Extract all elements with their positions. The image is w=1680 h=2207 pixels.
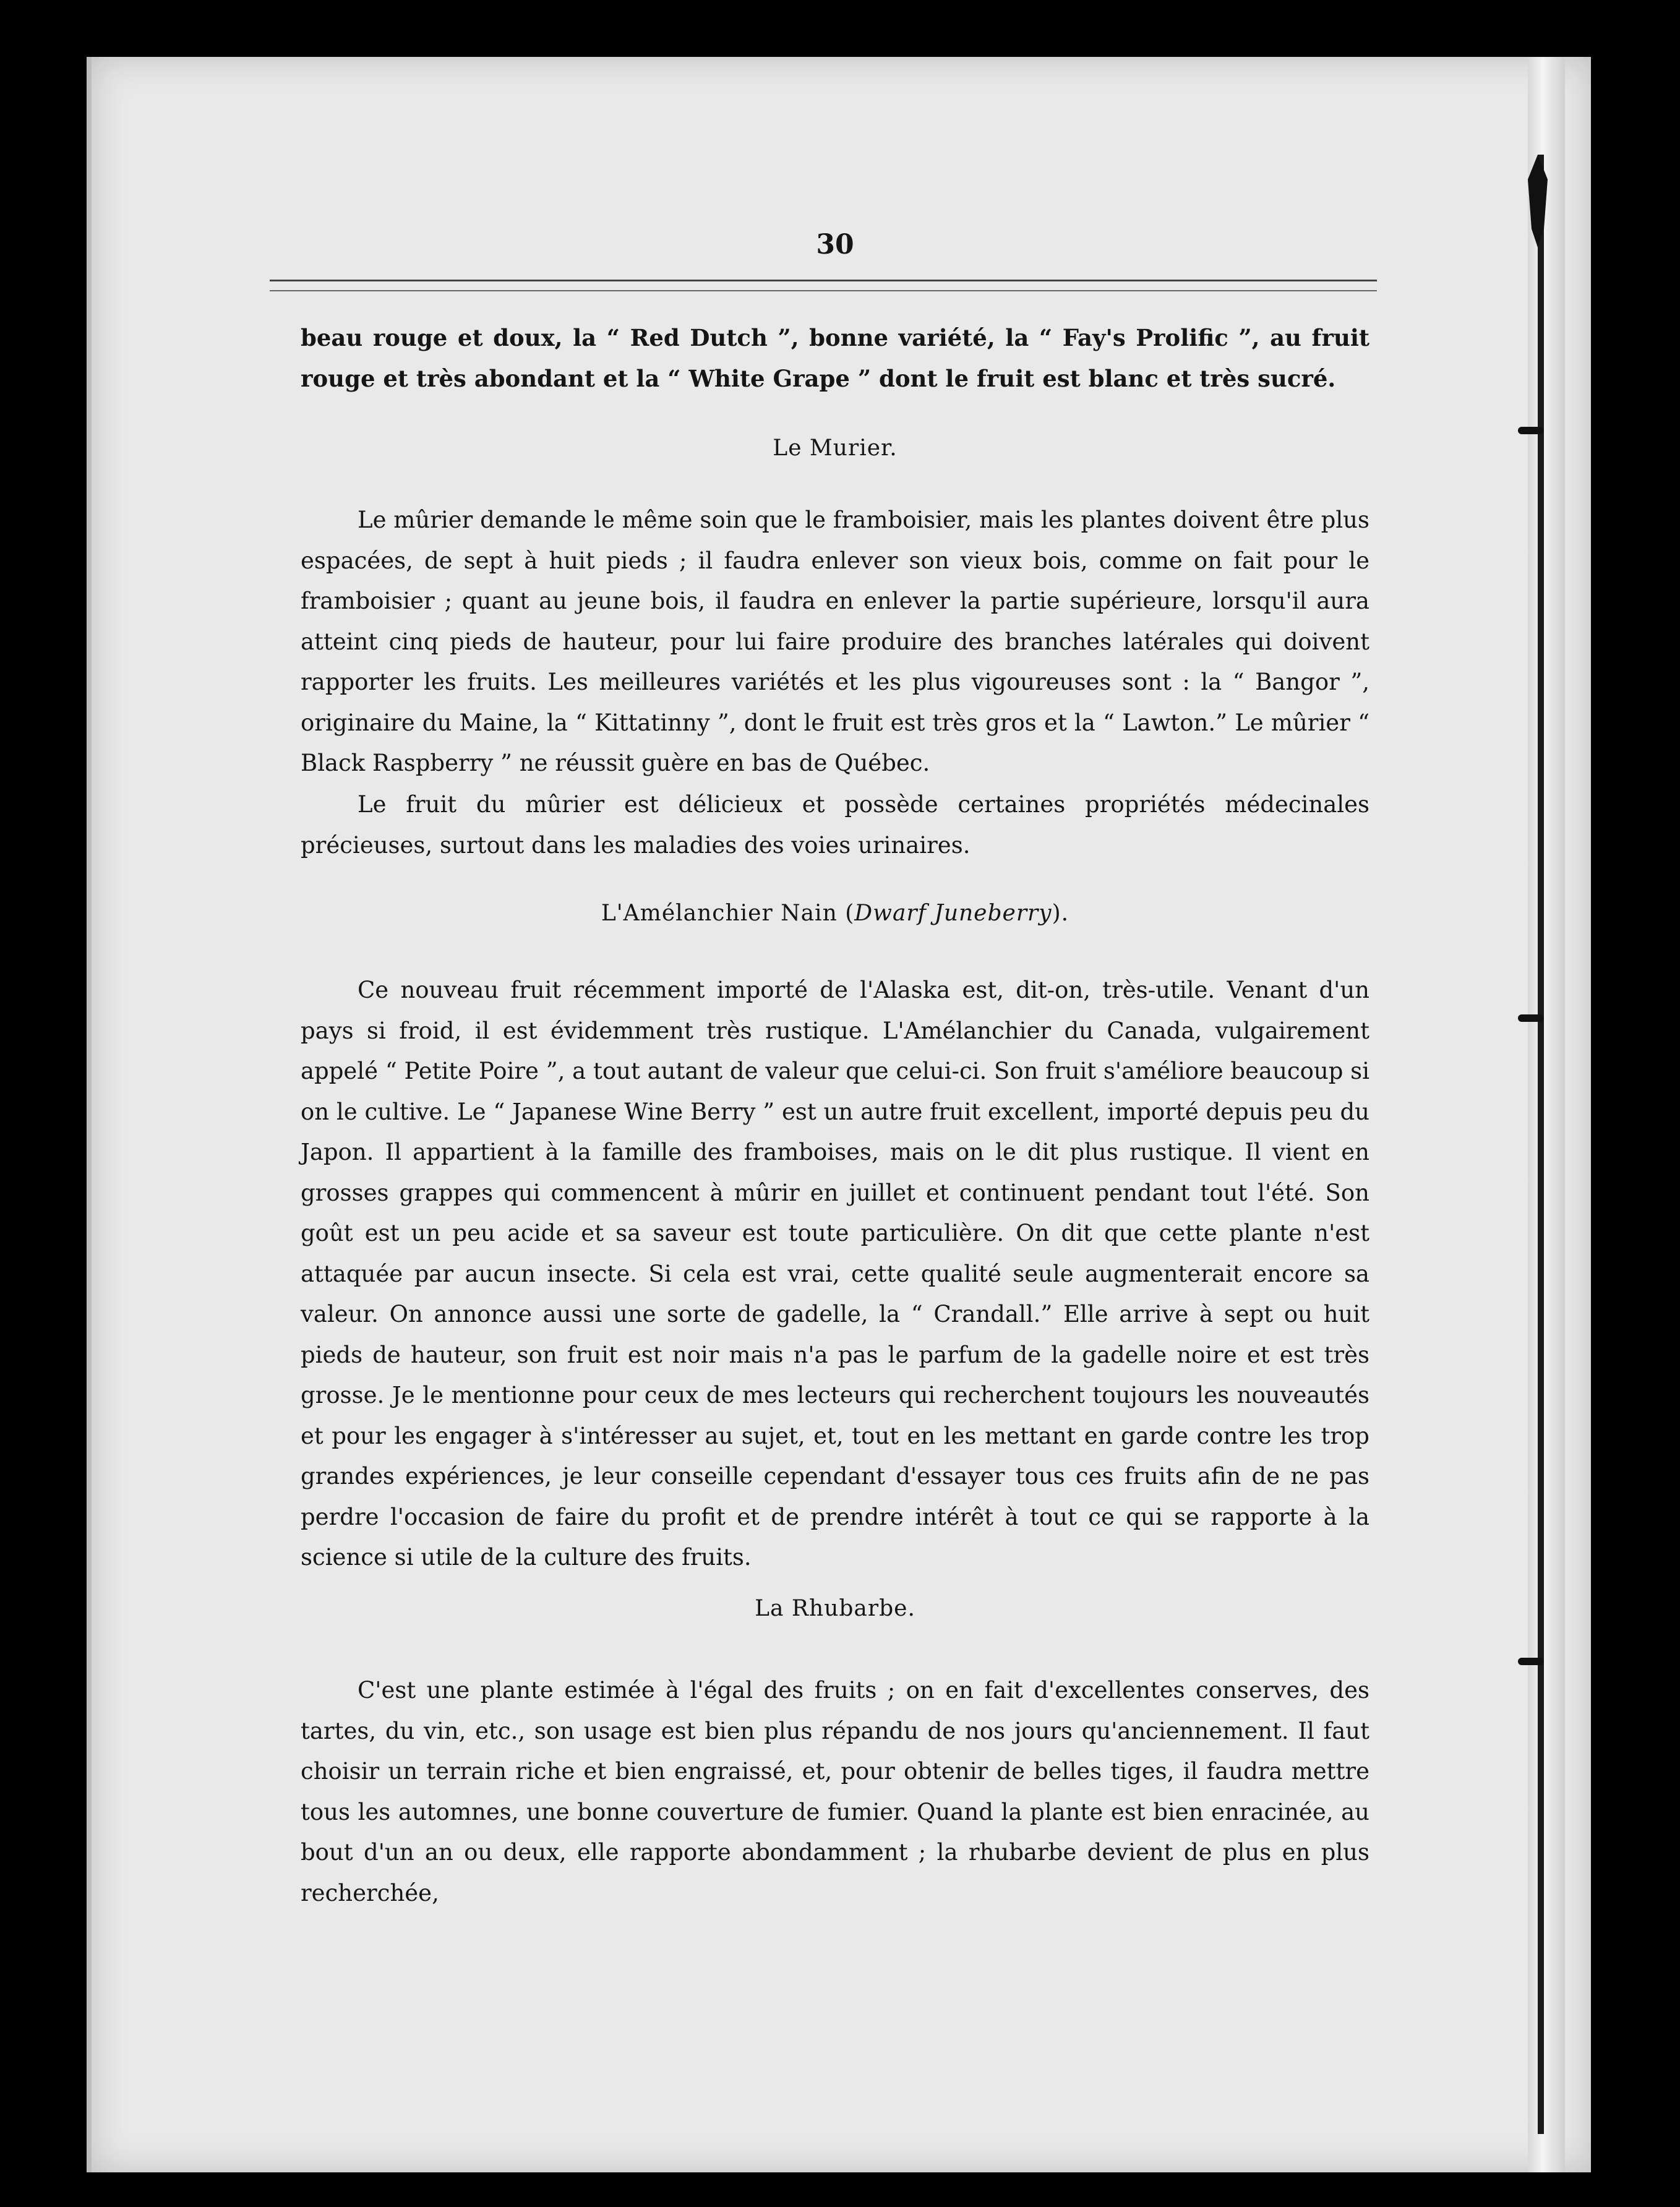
- binding-clip-mark: [1518, 427, 1544, 434]
- right-margin-strip: [1528, 57, 1565, 2172]
- section-heading-amelanchier: [301, 901, 1369, 926]
- heading-amelanchier-french: L'Amélanchier Nain: [601, 901, 838, 926]
- header-rule: [270, 280, 1377, 291]
- binding-stitch: [1538, 155, 1544, 2134]
- binding-clip-icon: [1515, 155, 1553, 247]
- paragraph-murier-care: Le mûrier demande le même soin que le framboisier, mais les plantes doivent être plus espacées, de sept à huit pieds ; il faudra enlever son vieux bois, comme on fait pour le framboisier ; quant au jeune bois, il faudra en enlever la partie supérieure, lorsqu'il aura atteint cinq pieds de hauteur, pour lui faire produire des branches latérales qui doivent rapporter les fruits. Les meilleures variétés et les plus vigoureuses sont : la “ Bangor ”, originaire du Maine, la “ Kittatinny ”, dont le fruit est très gros et la “ Lawton.” Le mûrier “ Black Raspberry ” ne réussit guère en bas de Québec.: [301, 507, 1369, 776]
- heading-amelanchier-open-paren: (: [845, 901, 855, 926]
- heading-amelanchier-english: Dwarf Juneberry: [854, 901, 1052, 926]
- section-heading-rhubarbe: La Rhubarbe.: [755, 1596, 915, 1621]
- binding-clip-mark: [1518, 1658, 1544, 1665]
- paragraph-murier-fruit: Le fruit du mûrier est délicieux et possède certaines propriétés médecinales précieuses, surtout dans les maladies des voies urinaires.: [301, 791, 1369, 859]
- binding-clip-mark: [1518, 1014, 1544, 1022]
- page-number: 30: [816, 229, 854, 260]
- paragraph-groseille-varieties: beau rouge et doux, la “ Red Dutch ”, bonne variété, la “ Fay's Prolific ”, au fruit rouge et très abondant et la “ White Grape ” dont le fruit est blanc et très sucré.: [301, 324, 1369, 392]
- paragraph-rhubarbe: C'est une plante estimée à l'égal des fruits ; on en fait d'excellentes conserves, des tartes, du vin, etc., son usage est bien plus répandu de nos jours qu'anciennement. Il faut choisir un terrain riche et bien engraissé, et, pour obtenir de belles tiges, il faudra mettre tous les automnes, une bonne couverture de fumier. Quand la plante est bien enracinée, au bout d'un an ou deux, elle rapporte abondamment ; la rhubarbe devient de plus en plus recherchée,: [301, 1677, 1369, 1906]
- paragraph-amelanchier: Ce nouveau fruit récemment importé de l'Alaska est, dit-on, très-utile. Venant d'un pays si froid, il est évidemment très rustique. L'Amélanchier du Canada, vulgairement appelé “ Petite Poire ”, a tout autant de valeur que celui-ci. Son fruit s'améliore beaucoup si on le cultive. Le “ Japanese Wine Berry ” est un autre fruit excellent, importé depuis peu du Japon. Il appartient à la famille des framboises, mais on le dit plus rustique. Il vient en grosses grappes qui commencent à mûrir en juillet et continuent pendant tout l'été. Son goût est un peu acide et sa saveur est toute particulière. On dit que cette plante n'est attaquée par aucun insecte. Si cela est vrai, cette qualité seule augmenterait encore sa valeur. On annonce aussi une sorte de gadelle, la “ Crandall.” Elle arrive à sept ou huit pieds de hauteur, son fruit est noir mais n'a pas le parfum de la gadelle noire et est très grosse. Je le mentionne pour ceux de mes lecteurs qui recherchent toujours les nouveautés et pour les engager à s'intéresser au sujet, et, tout en les mettant en garde contre les trop grandes expériences, je leur conseille cependant d'essayer tous ces fruits afin de ne pas perdre l'occasion de faire du profit et de prendre intérêt à tout ce qui se rapporte à la science si utile de la culture des fruits.: [301, 977, 1369, 1571]
- section-heading-murier: Le Murier.: [773, 435, 898, 461]
- heading-amelanchier-close-paren: ).: [1052, 901, 1069, 926]
